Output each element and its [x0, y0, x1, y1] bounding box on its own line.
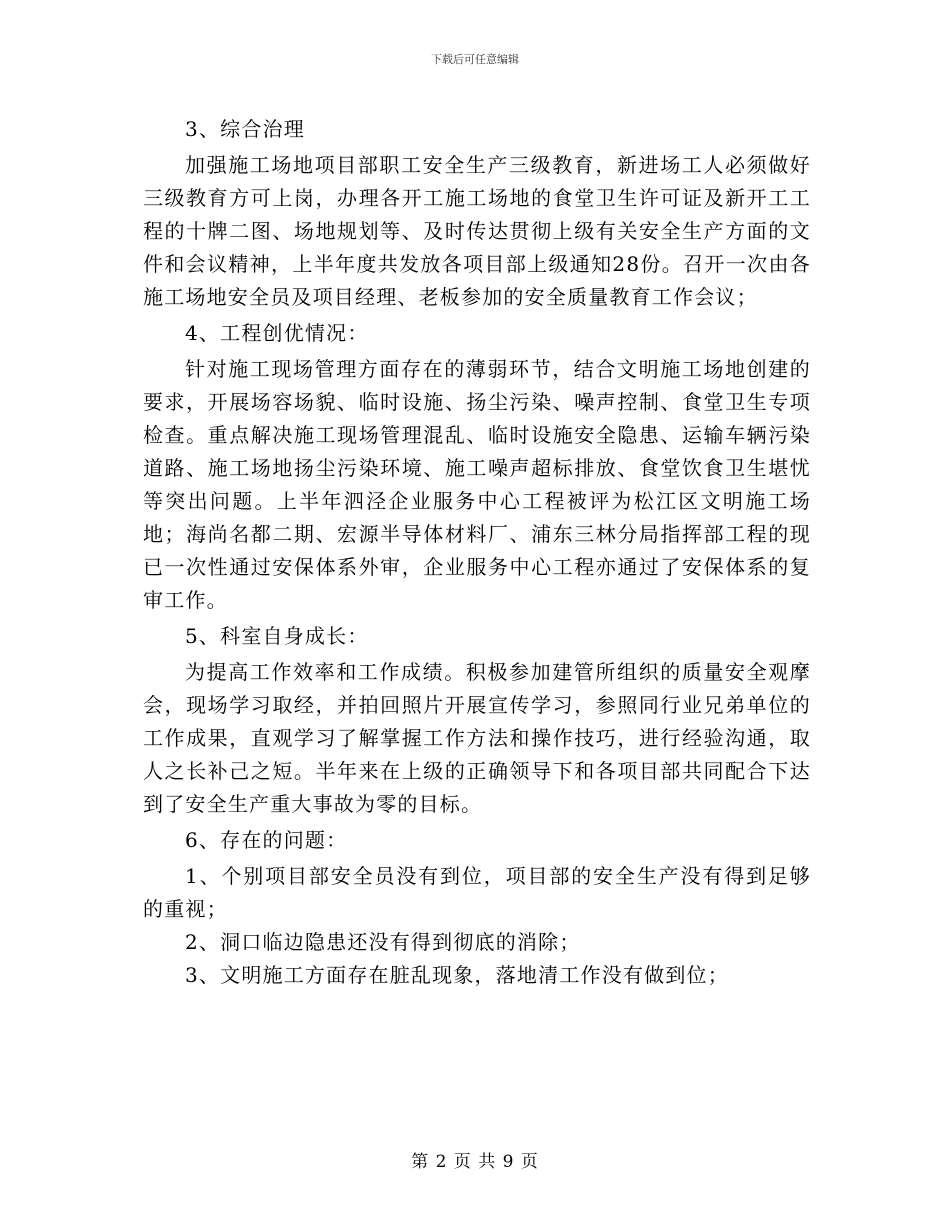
section-heading-department-growth: 5、科室自身成长：	[185, 624, 369, 648]
page-header: 下载后可任意编辑	[431, 53, 519, 66]
document-body	[143, 110, 811, 992]
section-heading-comprehensive-governance: 3、综合治理	[185, 117, 305, 141]
section-heading-existing-problems: 6、存在的问题：	[185, 828, 348, 852]
list-item: 1、个别项目部安全员没有到位，项目部的安全生产没有得到足够的重视；	[143, 864, 811, 921]
page-number: 第 2 页 共 9 页	[411, 1152, 539, 1172]
paragraph: 加强施工场地项目部职工安全生产三级教育，新进场工人必须做好三级教育方可上岗，办理各开工施工场地的食堂卫生许可证及新开工工程的十牌二图、场地规划等、及时传达贯彻上级有关安全生产方面的文件和会议精神，上半年度共发放各项目部上级通知28份。召开一次由各施工场地安全员及项目经理、老板参加的安全质量教育工作会议；	[143, 153, 811, 309]
paragraph: 针对施工现场管理方面存在的薄弱环节，结合文明施工场地创建的要求，开展场容场貌、临时设施、扬尘污染、噪声控制、食堂卫生专项检查。重点解决施工现场管理混乱、临时设施安全隐患、运输车辆污染道路、施工场地扬尘污染环境、施工噪声超标排放、食堂饮食卫生堪忧等突出问题。上半年泗泾企业服务中心工程被评为松江区文明施工场地；海尚名都二期、宏源半导体材料厂、浦东三林分局指挥部工程的现已一次性通过安保体系外审，企业服务中心工程亦通过了安保体系的复审工作。	[143, 357, 811, 612]
list-item: 3、文明施工方面存在脏乱现象，落地清工作没有做到位；	[185, 963, 729, 987]
paragraph: 为提高工作效率和工作成绩。积极参加建管所组织的质量安全观摩会，现场学习取经，并拍回照片开展宣传学习，参照同行业兄弟单位的工作成果，直观学习了解掌握工作方法和操作技巧，进行经验沟通，取人之长补己之短。半年来在上级的正确领导下和各项目部共同配合下达到了安全生产重大事故为零的目标。	[143, 660, 811, 816]
list-item: 2、洞口临边隐患还没有得到彻底的消除；	[185, 930, 581, 954]
section-heading-project-excellence: 4、工程创优情况：	[185, 321, 369, 345]
